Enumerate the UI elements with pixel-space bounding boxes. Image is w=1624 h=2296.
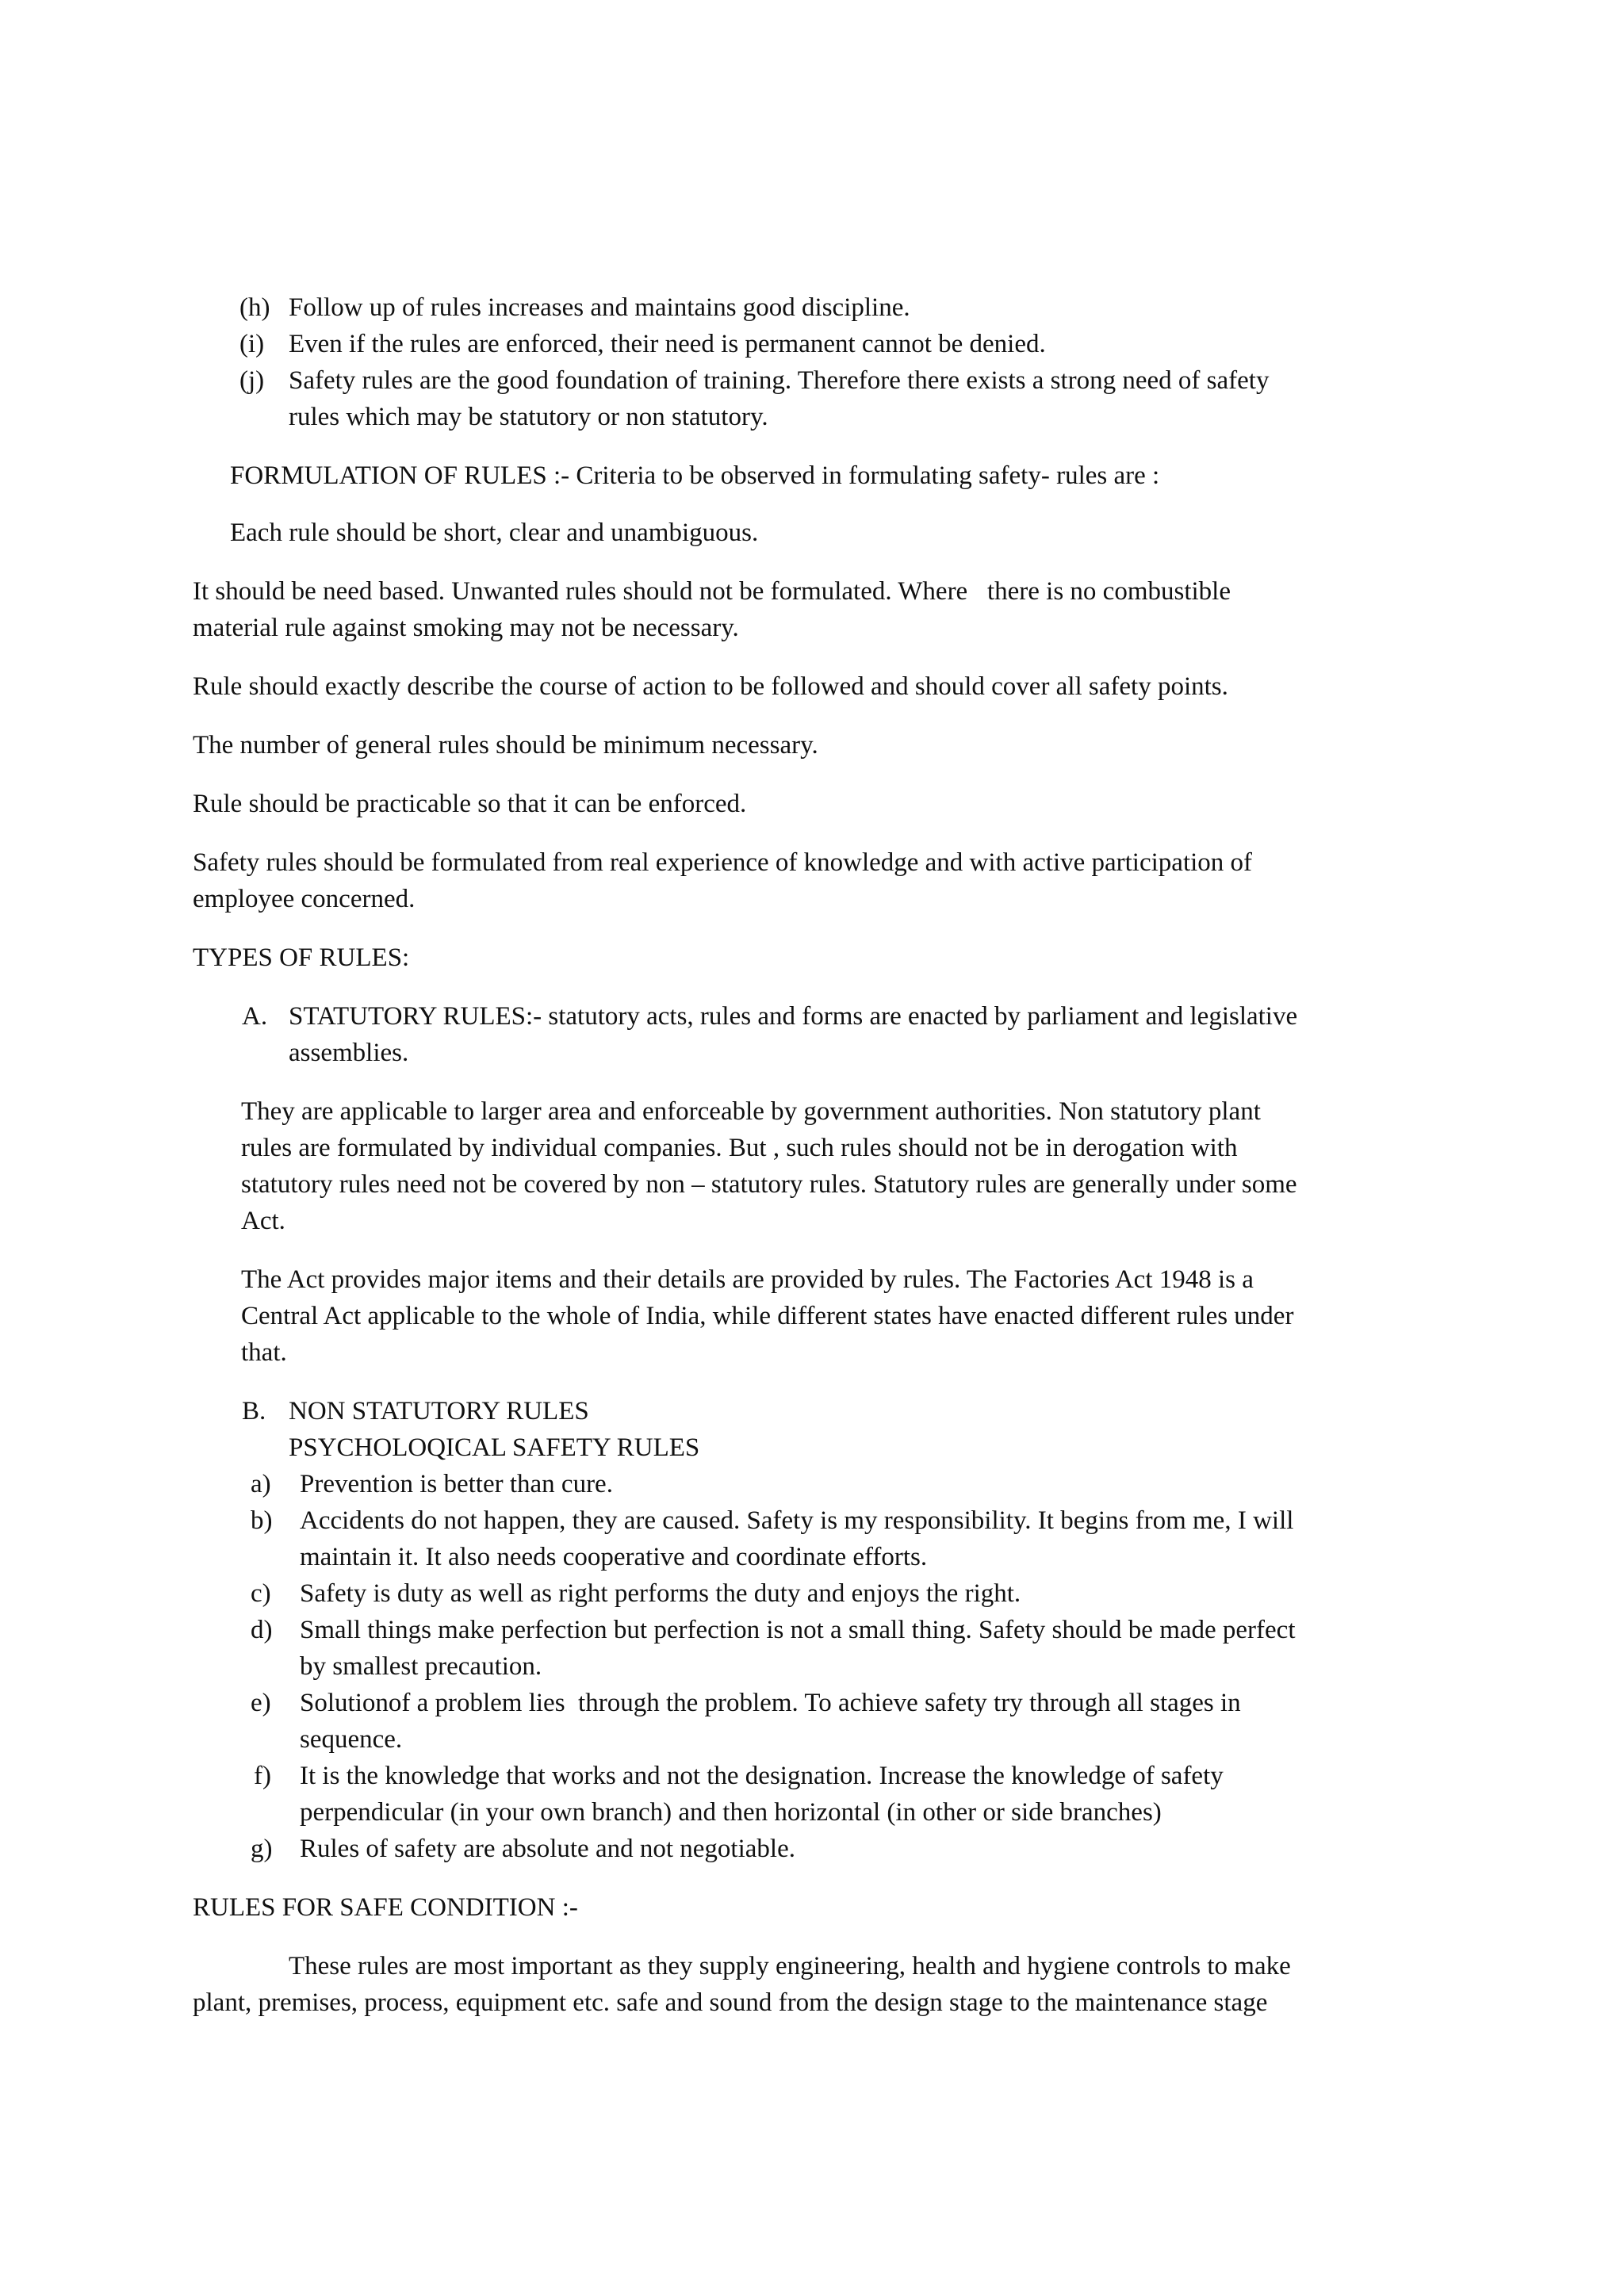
paragraph: rules are formulated by individual companies. But , such rules should not be in derogation with bbox=[241, 1134, 1238, 1162]
list-item: Safety rules are the good foundation of training. Therefore there exists a strong need of safety bbox=[289, 366, 1270, 395]
paragraph: They are applicable to larger area and enforceable by government authorities. Non statutory plant bbox=[241, 1097, 1261, 1126]
list-item: Rules of safety are absolute and not negotiable. bbox=[300, 1835, 795, 1863]
list-label: f) bbox=[254, 1762, 271, 1790]
paragraph: material rule against smoking may not be necessary. bbox=[193, 614, 739, 642]
list-label: (j) bbox=[239, 366, 265, 395]
paragraph: The number of general rules should be minimum necessary. bbox=[193, 731, 818, 760]
list-item: Accidents do not happen, they are caused. Safety is my responsibility. It begins from me, I will bbox=[300, 1506, 1294, 1535]
list-item: Solutionof a problem lies through the problem. To achieve safety try through all stages in bbox=[300, 1689, 1241, 1717]
list-label: A. bbox=[242, 1002, 268, 1031]
list-item: Safety is duty as well as right performs the duty and enjoys the right. bbox=[300, 1579, 1021, 1608]
list-item: STATUTORY RULES:- statutory acts, rules and forms are enacted by parliament and legislative bbox=[289, 1002, 1298, 1031]
list-label: e) bbox=[251, 1689, 271, 1717]
list-item-continuation: perpendicular (in your own branch) and then horizontal (in other or side branches) bbox=[300, 1798, 1162, 1827]
list-label: b) bbox=[251, 1506, 273, 1535]
paragraph: Rule should exactly describe the course of action to be followed and should cover all safety points. bbox=[193, 672, 1228, 701]
paragraph: Central Act applicable to the whole of India, while different states have enacted different rules under bbox=[241, 1302, 1294, 1330]
sub-heading-psychological: PSYCHOLOQICAL SAFETY RULES bbox=[289, 1433, 700, 1462]
list-item-continuation: rules which may be statutory or non statutory. bbox=[289, 403, 768, 431]
list-item: Even if the rules are enforced, their need is permanent cannot be denied. bbox=[289, 330, 1046, 358]
list-label: c) bbox=[251, 1579, 271, 1608]
section-heading-types: TYPES OF RULES: bbox=[193, 943, 410, 972]
paragraph: that. bbox=[241, 1338, 287, 1367]
list-item: Small things make perfection but perfection is not a small thing. Safety should be made perfect bbox=[300, 1616, 1296, 1644]
section-heading-formulation: FORMULATION OF RULES :- Criteria to be observed in formulating safety- rules are : bbox=[230, 461, 1160, 490]
paragraph: Rule should be practicable so that it can be enforced. bbox=[193, 790, 747, 818]
list-item: Follow up of rules increases and maintains good discipline. bbox=[289, 293, 910, 322]
list-item-continuation: assemblies. bbox=[289, 1039, 409, 1067]
list-item-continuation: by smallest precaution. bbox=[300, 1652, 542, 1681]
paragraph: Safety rules should be formulated from real experience of knowledge and with active participation of bbox=[193, 848, 1253, 877]
paragraph: employee concerned. bbox=[193, 885, 416, 913]
list-item: It is the knowledge that works and not the designation. Increase the knowledge of safety bbox=[300, 1762, 1224, 1790]
paragraph: Act. bbox=[241, 1207, 285, 1235]
list-label: B. bbox=[242, 1397, 266, 1425]
list-item-continuation: sequence. bbox=[300, 1725, 403, 1754]
list-label: (h) bbox=[239, 293, 270, 322]
paragraph: statutory rules need not be covered by non – statutory rules. Statutory rules are generally under some bbox=[241, 1170, 1297, 1199]
paragraph: These rules are most important as they supply engineering, health and hygiene controls to make bbox=[289, 1952, 1291, 1980]
list-label: a) bbox=[251, 1470, 271, 1498]
list-label: g) bbox=[251, 1835, 273, 1863]
list-item-continuation: maintain it. It also needs cooperative and coordinate efforts. bbox=[300, 1543, 928, 1571]
paragraph: Each rule should be short, clear and unambiguous. bbox=[230, 519, 759, 547]
list-item: NON STATUTORY RULES bbox=[289, 1397, 589, 1425]
list-label: d) bbox=[251, 1616, 273, 1644]
paragraph: plant, premises, process, equipment etc. safe and sound from the design stage to the maintenance stage bbox=[193, 1988, 1268, 2017]
paragraph: It should be need based. Unwanted rules should not be formulated. Where there is no combustible bbox=[193, 577, 1231, 606]
list-item: Prevention is better than cure. bbox=[300, 1470, 613, 1498]
section-heading-safe-condition: RULES FOR SAFE CONDITION :- bbox=[193, 1893, 578, 1922]
list-label: (i) bbox=[239, 330, 265, 358]
paragraph: The Act provides major items and their details are provided by rules. The Factories Act 1948 is a bbox=[241, 1265, 1254, 1294]
